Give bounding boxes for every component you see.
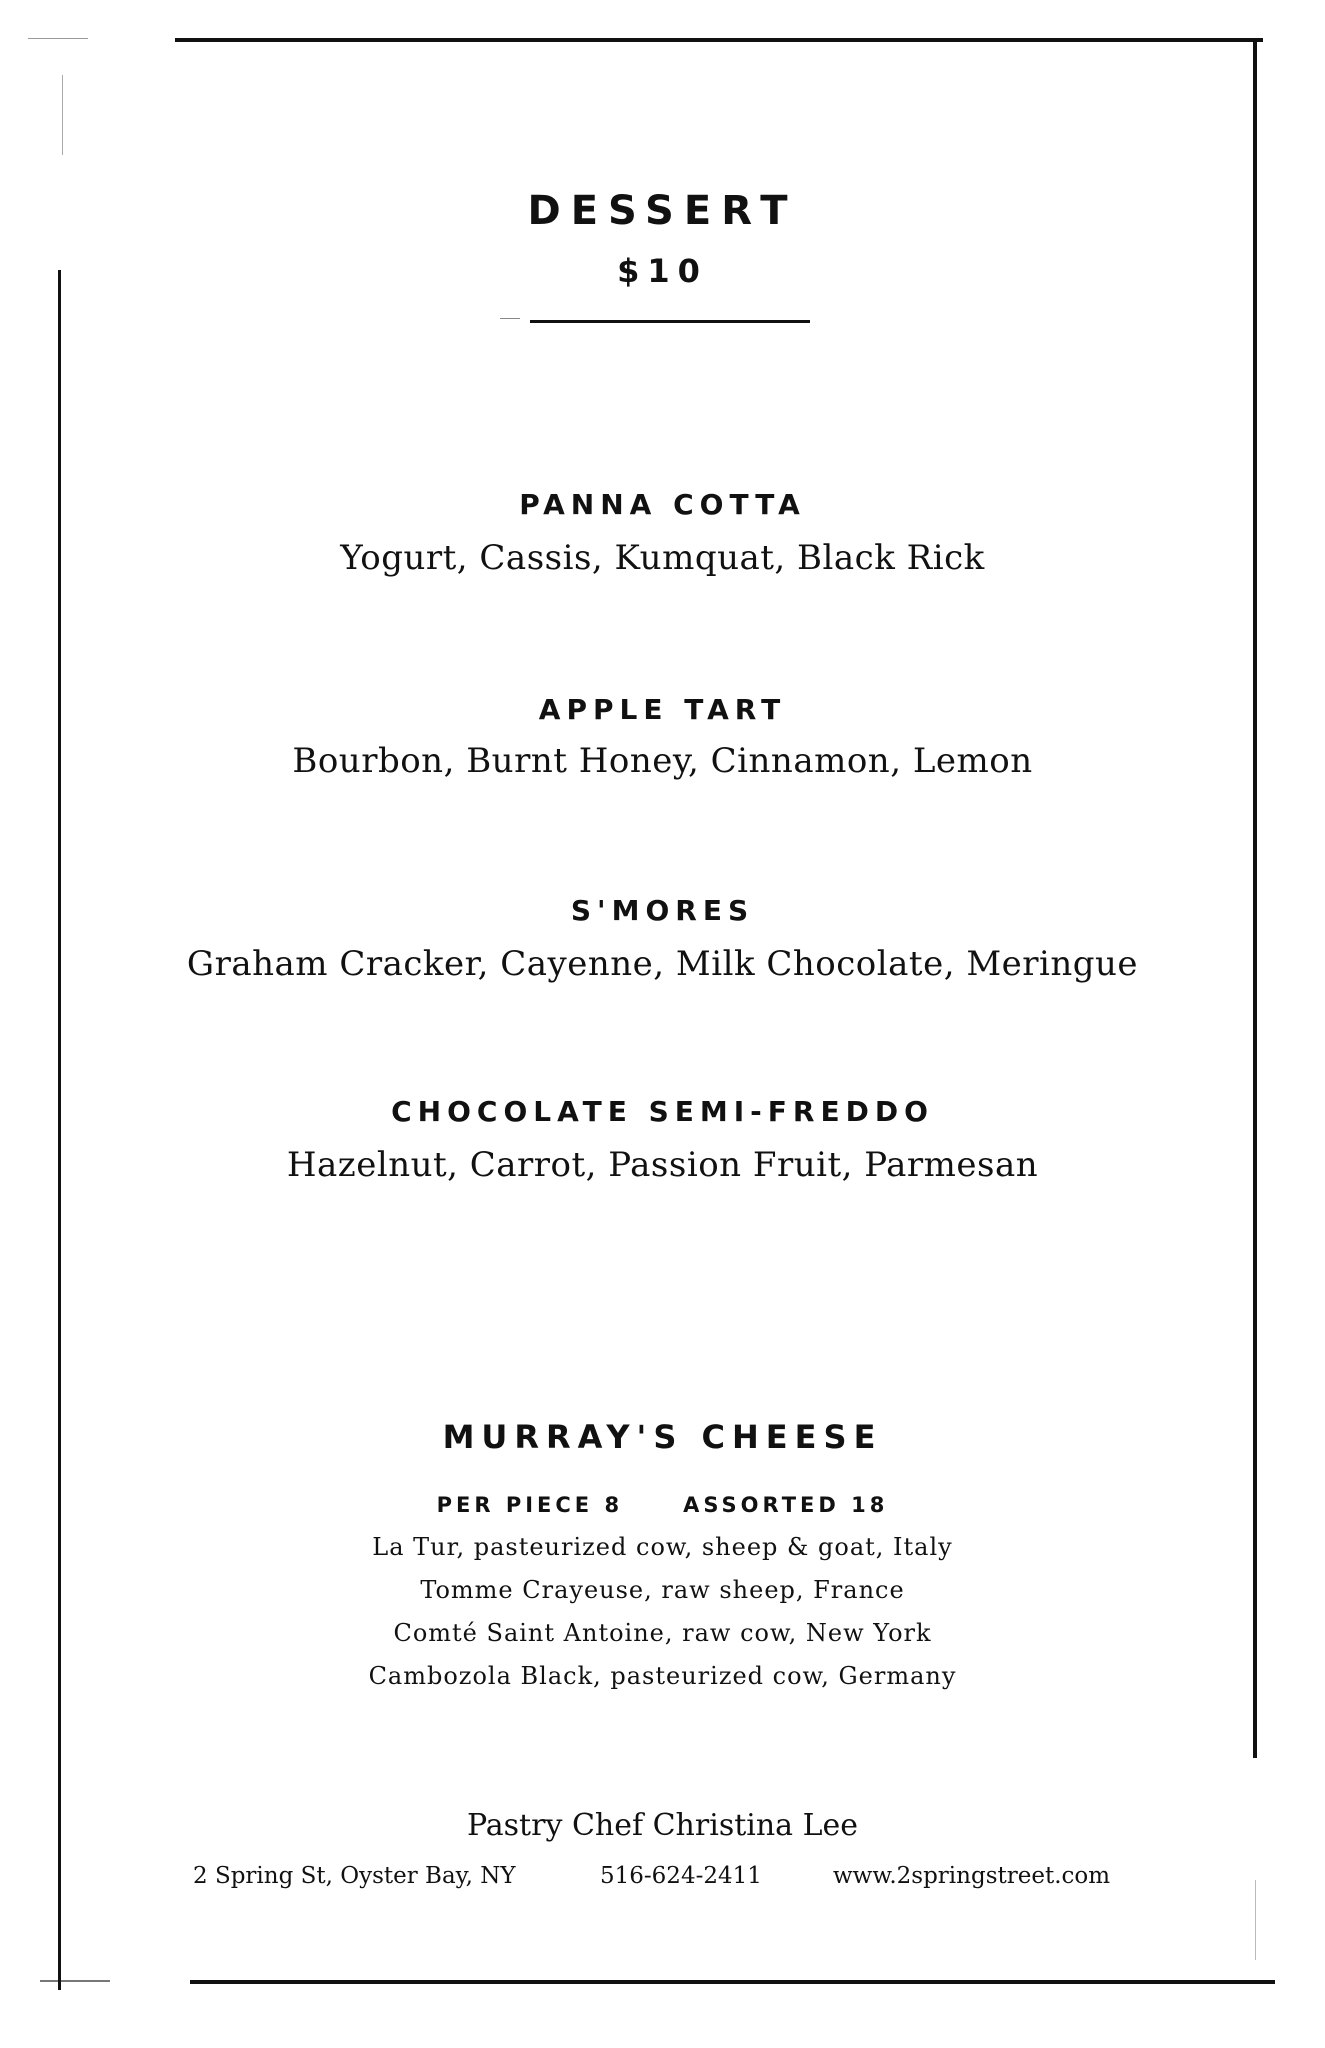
top-border-stub [28, 38, 88, 39]
cheese-item: Tomme Crayeuse, raw sheep, France [420, 1576, 905, 1604]
dessert-description: Graham Cracker, Cayenne, Milk Chocolate, Meringue [186, 944, 1139, 984]
phone-number: 516-624-2411 [600, 1863, 762, 1889]
heading-divider-stub [500, 318, 520, 319]
top-border [175, 38, 1263, 42]
cheese-item: La Tur, pasteurized cow, sheep & goat, Italy [372, 1533, 953, 1561]
left-border [58, 270, 61, 1990]
left-border-stub [62, 75, 63, 155]
address: 2 Spring St, Oyster Bay, NY [193, 1863, 516, 1889]
website: www.2springstreet.com [833, 1863, 1111, 1889]
menu-title: DESSERT [527, 188, 798, 234]
pastry-chef: Pastry Chef Christina Lee [466, 1808, 859, 1843]
dessert-name: S'MORES [570, 894, 755, 927]
cheese-prices [0, 1493, 1325, 1517]
dessert-description: Hazelnut, Carrot, Passion Fruit, Parmesan [286, 1145, 1039, 1185]
assorted-price: ASSORTED 18 [683, 1493, 889, 1517]
cheese-item: Comté Saint Antoine, raw cow, New York [393, 1619, 932, 1647]
right-border-stub [1255, 1880, 1256, 1960]
dessert-description: Yogurt, Cassis, Kumquat, Black Rick [340, 538, 985, 578]
heading-divider [530, 320, 810, 323]
dessert-description: Bourbon, Burnt Honey, Cinnamon, Lemon [292, 741, 1033, 781]
bottom-border-stub [40, 1980, 110, 1982]
cheese-title: MURRAY'S CHEESE [442, 1418, 883, 1456]
menu-price: $10 [617, 252, 708, 290]
dessert-name: APPLE TART [538, 693, 787, 726]
dessert-name: CHOCOLATE SEMI-FREDDO [391, 1095, 934, 1128]
cheese-item: Cambozola Black, pasteurized cow, Germany [368, 1662, 957, 1690]
per-piece-price: PER PIECE 8 [436, 1493, 624, 1517]
bottom-border [190, 1980, 1275, 1984]
dessert-name: PANNA COTTA [519, 488, 806, 521]
